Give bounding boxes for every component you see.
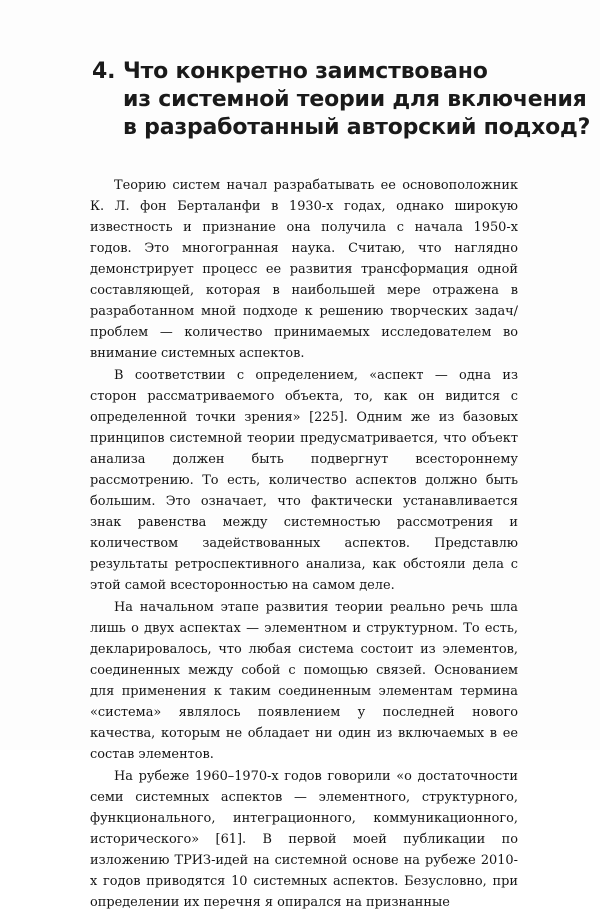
body-text [90,175,518,914]
paragraph-3: На начальном этапе развития теории реально речь шла лишь о двух аспектах — элементном и структурном. То есть, декларировалось, что любая система состоит из элементов, соединенных между собой с помощью связей. Основанием для применения к таким соединенным элементам термина «система» являлось появлением у последней нового качества, которым не обладает ни один из включаемых в ее состав элементов. [90,600,518,762]
paragraph-4: На рубеже 1960–1970-х годов говорили «о достаточности семи системных аспектов — элементного, структурного, функционального, интеграционного, коммуникационного, исторического» [61]. В первой моей публикации по изложению ТРИЗ-идей на системной основе на рубеже 2010-х годов приводятся 10 системных аспектов. Безусловно, при определении их перечня я опирался на признанные [90,769,518,910]
heading-line-3: в разработанный авторский подход? [123,115,591,140]
paragraph-2: В соответствии с определением, «аспект — одна из сторон рассматриваемого объекта, то, как он видится с определенной точки зрения» [225]. Одним же из базовых принципов системной теории предусматривается, что объект анализа должен быть подвергнут всестороннему рассмотрению. То есть, количество аспектов должно быть большим. Это означает, что фактически устанавливается знак равенства между системностью рассмотрения и количеством задействованных аспектов. Представлю результаты ретроспективного анализа, как обстояли дела с этой самой всесторонностью на самом деле. [90,368,518,593]
heading-line-2: из системной теории для включения [123,87,587,112]
section-number: 4. [92,59,116,84]
heading-line-1: Что конкретно заимствовано [123,59,488,84]
section-heading [92,58,591,142]
paragraph-1: Теорию систем начал разрабатывать ее основоположник К. Л. фон Берталанфи в 1930-х годах, однако широкую известность и признание она получила с начала 1950-х годов. Это многогранная наука. Считаю, что наглядно демонстрирует процесс ее развития трансформация одной составляющей, которая в наибольшей мере отражена в разработанном мной подходе к решению творческих задач/проблем — количество принимаемых исследователем во внимание системных аспектов. [90,178,518,361]
